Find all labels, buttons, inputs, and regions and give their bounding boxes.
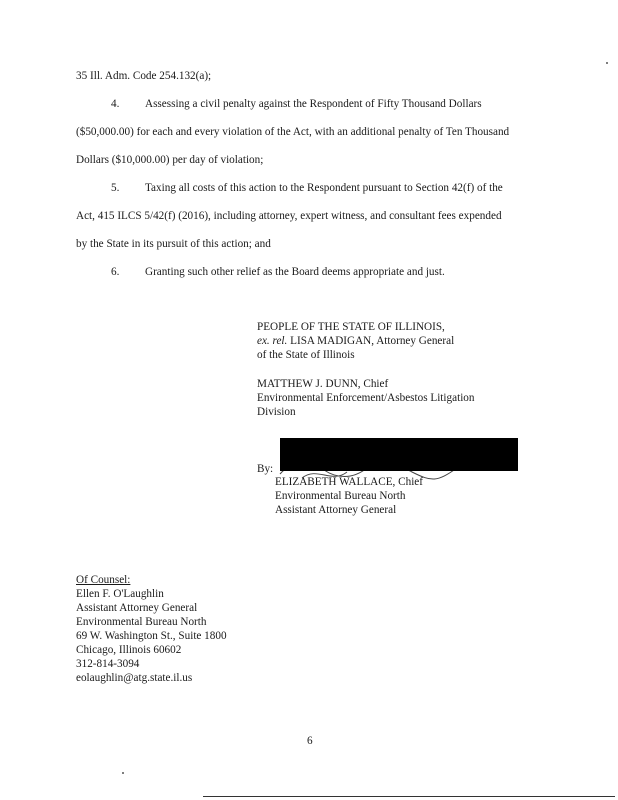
item-4-line-2: ($50,000.00) for each and every violation of the Act, with an additional penalty of Ten Thousand (76, 126, 510, 138)
of-counsel-block (76, 573, 227, 685)
item-6-line-1: Granting such other relief as the Board deems appropriate and just. (145, 266, 445, 278)
ex-rel-rest: LISA MADIGAN, Attorney General (287, 335, 455, 347)
bottom-edge-line (203, 796, 615, 797)
item-4-number: 4. (111, 98, 120, 110)
body-line-35-ill-adm-code: 35 Ill. Adm. Code 254.132(a); (76, 70, 212, 82)
counsel-address: 69 W. Washington St., Suite 1800 (76, 630, 227, 642)
people-of-state-label: PEOPLE OF THE STATE OF ILLINOIS, (257, 321, 445, 333)
ex-rel-prefix: ex. rel. (257, 335, 288, 347)
counsel-phone: 312-814-3094 (76, 658, 140, 670)
signer-block (275, 475, 423, 517)
item-4-line-3: Dollars ($10,000.00) per day of violation; (76, 154, 264, 166)
signer-title: Assistant Attorney General (275, 504, 397, 516)
signer-bureau: Environmental Bureau North (275, 490, 406, 502)
of-counsel-label: Of Counsel: (76, 574, 131, 586)
counsel-email: eolaughlin@atg.state.il.us (76, 672, 193, 684)
item-5-line-1: Taxing all costs of this action to the Respondent pursuant to Section 42(f) of the (145, 182, 503, 194)
by-label: By: (257, 463, 274, 475)
signature-block-header (257, 320, 454, 362)
chief-block (257, 377, 474, 419)
of-state-label: of the State of Illinois (257, 349, 355, 361)
scan-speck (122, 772, 124, 774)
counsel-title: Assistant Attorney General (76, 602, 198, 614)
division-line-2: Division (257, 406, 296, 418)
counsel-city: Chicago, Illinois 60602 (76, 644, 182, 656)
redaction-box (280, 438, 518, 471)
signer-name: ELIZABETH WALLACE, Chief (275, 476, 423, 488)
item-5-line-3: by the State in its pursuit of this action; and (76, 238, 271, 250)
item-6-number: 6. (111, 266, 120, 278)
item-4-line-1: Assessing a civil penalty against the Respondent of Fifty Thousand Dollars (145, 98, 482, 110)
counsel-name: Ellen F. O'Laughlin (76, 588, 164, 600)
counsel-bureau: Environmental Bureau North (76, 616, 207, 628)
scan-speck (606, 62, 608, 64)
page-number: 6 (307, 735, 313, 747)
item-5-number: 5. (111, 182, 120, 194)
ex-rel-line (257, 334, 454, 348)
item-5-line-2: Act, 415 ILCS 5/42(f) (2016), including attorney, expert witness, and consultant fees expended (76, 210, 502, 222)
division-line-1: Environmental Enforcement/Asbestos Litigation (257, 392, 475, 404)
chief-name: MATTHEW J. DUNN, Chief (257, 378, 389, 390)
